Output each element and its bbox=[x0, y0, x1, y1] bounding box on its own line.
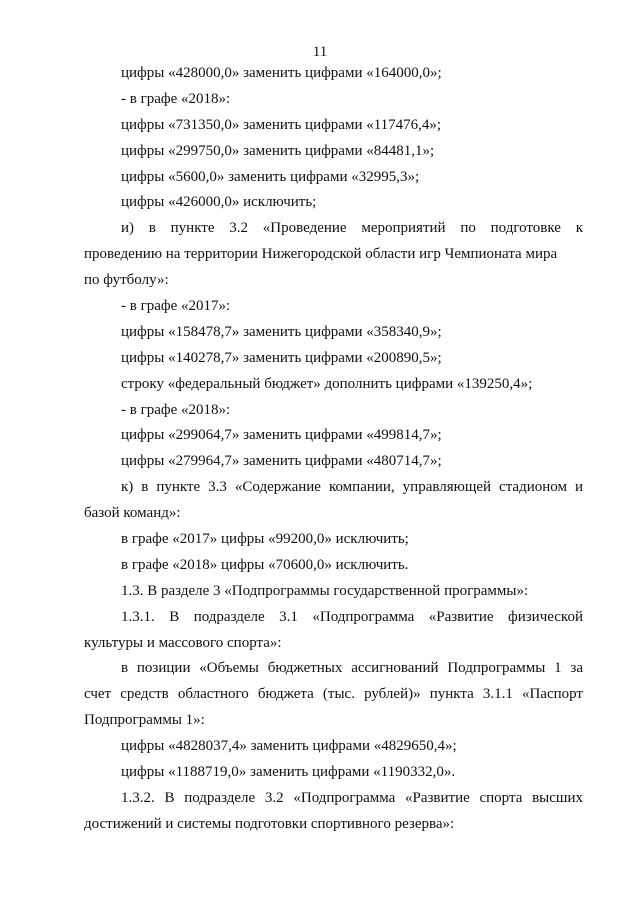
text-line: по футболу»: bbox=[84, 272, 169, 289]
text-line: цифры «4828037,4» заменить цифрами «4829650,4»; bbox=[121, 738, 457, 755]
text-line: к) в пункте 3.3 «Содержание компании, управляющей стадионом и bbox=[121, 479, 583, 496]
text-line: 1.3. В разделе 3 «Подпрограммы государственной программы»: bbox=[121, 582, 529, 599]
text-line: 1.3.1. В подразделе 3.1 «Подпрограмма «Развитие физической bbox=[121, 608, 583, 625]
text-line: цифры «279964,7» заменить цифрами «480714,7»; bbox=[121, 453, 442, 470]
document-body bbox=[0, 61, 640, 838]
text-line: культуры и массового спорта»: bbox=[84, 634, 282, 651]
text-line: проведению на территории Нижегородской области игр Чемпионата мира bbox=[84, 246, 558, 263]
text-line: - в графе «2018»: bbox=[121, 401, 231, 418]
text-line: цифры «158478,7» заменить цифрами «358340,9»; bbox=[121, 323, 442, 340]
text-line: цифры «299750,0» заменить цифрами «84481,1»; bbox=[121, 142, 435, 159]
text-line: цифры «140278,7» заменить цифрами «200890,5»; bbox=[121, 349, 442, 366]
text-line: цифры «299064,7» заменить цифрами «499814,7»; bbox=[121, 427, 442, 444]
text-line: цифры «426000,0» исключить; bbox=[121, 194, 317, 211]
text-line: Подпрограммы 1»: bbox=[84, 712, 205, 729]
text-line: цифры «5600,0» заменить цифрами «32995,3»; bbox=[121, 168, 420, 185]
text-line: цифры «731350,0» заменить цифрами «117476,4»; bbox=[121, 116, 442, 133]
text-line: базой команд»: bbox=[84, 505, 181, 522]
text-line: и) в пункте 3.2 «Проведение мероприятий по подготовке к bbox=[121, 220, 583, 237]
text-line: - в графе «2018»: bbox=[121, 90, 231, 107]
text-line: в графе «2017» цифры «99200,0» исключить; bbox=[121, 531, 409, 548]
text-line: цифры «428000,0» заменить цифрами «164000,0»; bbox=[121, 65, 442, 81]
text-line: в графе «2018» цифры «70600,0» исключить. bbox=[121, 556, 409, 573]
text-line: 1.3.2. В подразделе 3.2 «Подпрограмма «Развитие спорта высших bbox=[121, 789, 583, 806]
text-line: цифры «1188719,0» заменить цифрами «1190332,0». bbox=[121, 764, 456, 781]
page-number: 11 bbox=[312, 44, 328, 60]
text-line: достижений и системы подготовки спортивного резерва»: bbox=[84, 815, 455, 832]
text-line: в позиции «Объемы бюджетных ассигнований Подпрограммы 1 за bbox=[121, 660, 583, 677]
text-line: счет средств областного бюджета (тыс. рублей)» пункта 3.1.1 «Паспорт bbox=[84, 686, 583, 703]
text-line: - в графе «2017»: bbox=[121, 298, 231, 315]
text-line: строку «федеральный бюджет» дополнить цифрами «139250,4»; bbox=[121, 375, 533, 392]
